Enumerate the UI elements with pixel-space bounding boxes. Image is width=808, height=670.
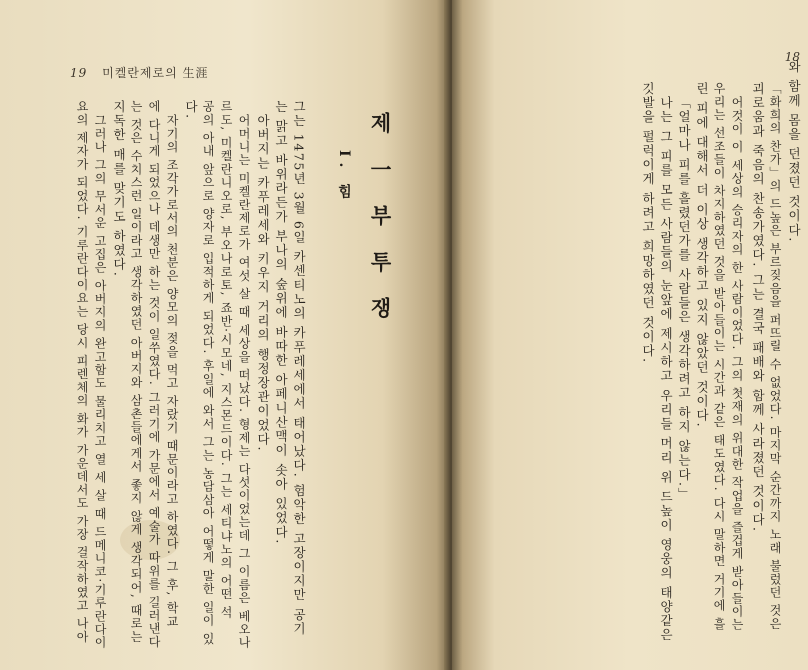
text-column: 우리는 선조들이 차지하였던 것을 받아들이는 시간과 같은 태도였다. 다시 말하면 거기에 흘 (712, 82, 726, 631)
text-column: 깃발을 펄럭이게 하려고 희망하였던 것이다. (640, 82, 656, 364)
text-column: 지독한 매를 맞기도 하였다. (111, 100, 127, 278)
text-column: 어머니는 미켈란제로가 여섯 살 때 세상을 떠났다. 형제는 다섯이었는데 그 이름은 베오나 (237, 114, 251, 650)
text-column: 르도, 미켈란니오로, 부오나로토, 죠반·시모네, 지스몬드이다. 그는 세티냐노의 어떤 석 (219, 100, 233, 620)
text-column: 요의 제자가 되었다. 기루란다이요는 당시 피렌체의 화가 가운데서도 가장 걸작하였고 나아 (75, 100, 89, 644)
text-column: 린 피에 대해서 더 이상 생각하고 있지 않았던 것이다. (694, 82, 710, 429)
text-column: 와 함께 몸을 던졌던 것이다. (786, 60, 802, 243)
text-column: 그러나 그의 무서운 고집은 아버지의 완고함도 물리치고 열 세 살 때 드메니코·기루란다이 (93, 114, 107, 650)
right-page-number: 18 (784, 50, 800, 64)
left-page-number: 19 (70, 66, 88, 80)
running-head-title: 미켈란제로의 生涯 (102, 66, 209, 80)
text-column: 자기의 조각가로서의 천분은 양모의 젖을 먹고 자랐기 때문이라고 하였다. 그 후, 학교 (165, 114, 179, 628)
text-column: 에 다니게 되었으나 데생만 하는 것이 일쑤였다. 그러기에 가문에서 예술가 따위를 길러낸다 (147, 100, 161, 649)
text-column: 「화희의 찬가」의 드높은 부르짖음을 퍼뜨릴 수 없었다. 마지막 순간까지 노래 불렀던 것은 (768, 82, 782, 631)
text-column: 괴로움과 죽음의 찬송가였다. 그는 결국 패배와 함께 사라졌던 것이다. (750, 82, 766, 533)
right-page (452, 0, 808, 670)
text-column: 「얼마나 피를 흘렸던가를 사람들은 생각하려고 하지 않는다.」 (676, 96, 692, 502)
text-column: 공의 아내 앞으로 양자로 입적하게 되었다. 후일에 와서 그는 농담삼아 어떻게 말한 일이 있 (201, 100, 215, 646)
running-head (70, 64, 208, 81)
text-column: 는 것은 수치스런 일이라고 생각하였던 아버지와 삼촌들에게서 좋지 않게 생각되어, 때로는 (129, 100, 143, 644)
chapter-title: 제 一 부 투 쟁 (368, 112, 392, 328)
section-title: I. 힘 (336, 150, 352, 205)
text-column: 그는 1475년 3월 6일 카센티노의 카푸레세에서 태어났다. 험악한 고장이지만 공기 (291, 100, 307, 637)
text-column: 어것이 이 세상의 승리자의 한 사람이었다. 그의 첫재의 위대한 작업을 즐겁게 받아들이는 (730, 96, 744, 632)
text-column: 다. (183, 100, 199, 120)
text-column: 아버지는 카푸레세와 키우지 거리의 행정장관이었다. (255, 114, 271, 453)
text-column: 는 맑고 바위라든가 부나의 숲위에 바따한 아페니산맥이 솟아 있었다. (273, 100, 289, 545)
text-column: 나는 그 피를 모든 사람들의 눈앞에 제시하고 우리들 머리 위 드높이 영웅의 태양같은 (658, 96, 674, 643)
